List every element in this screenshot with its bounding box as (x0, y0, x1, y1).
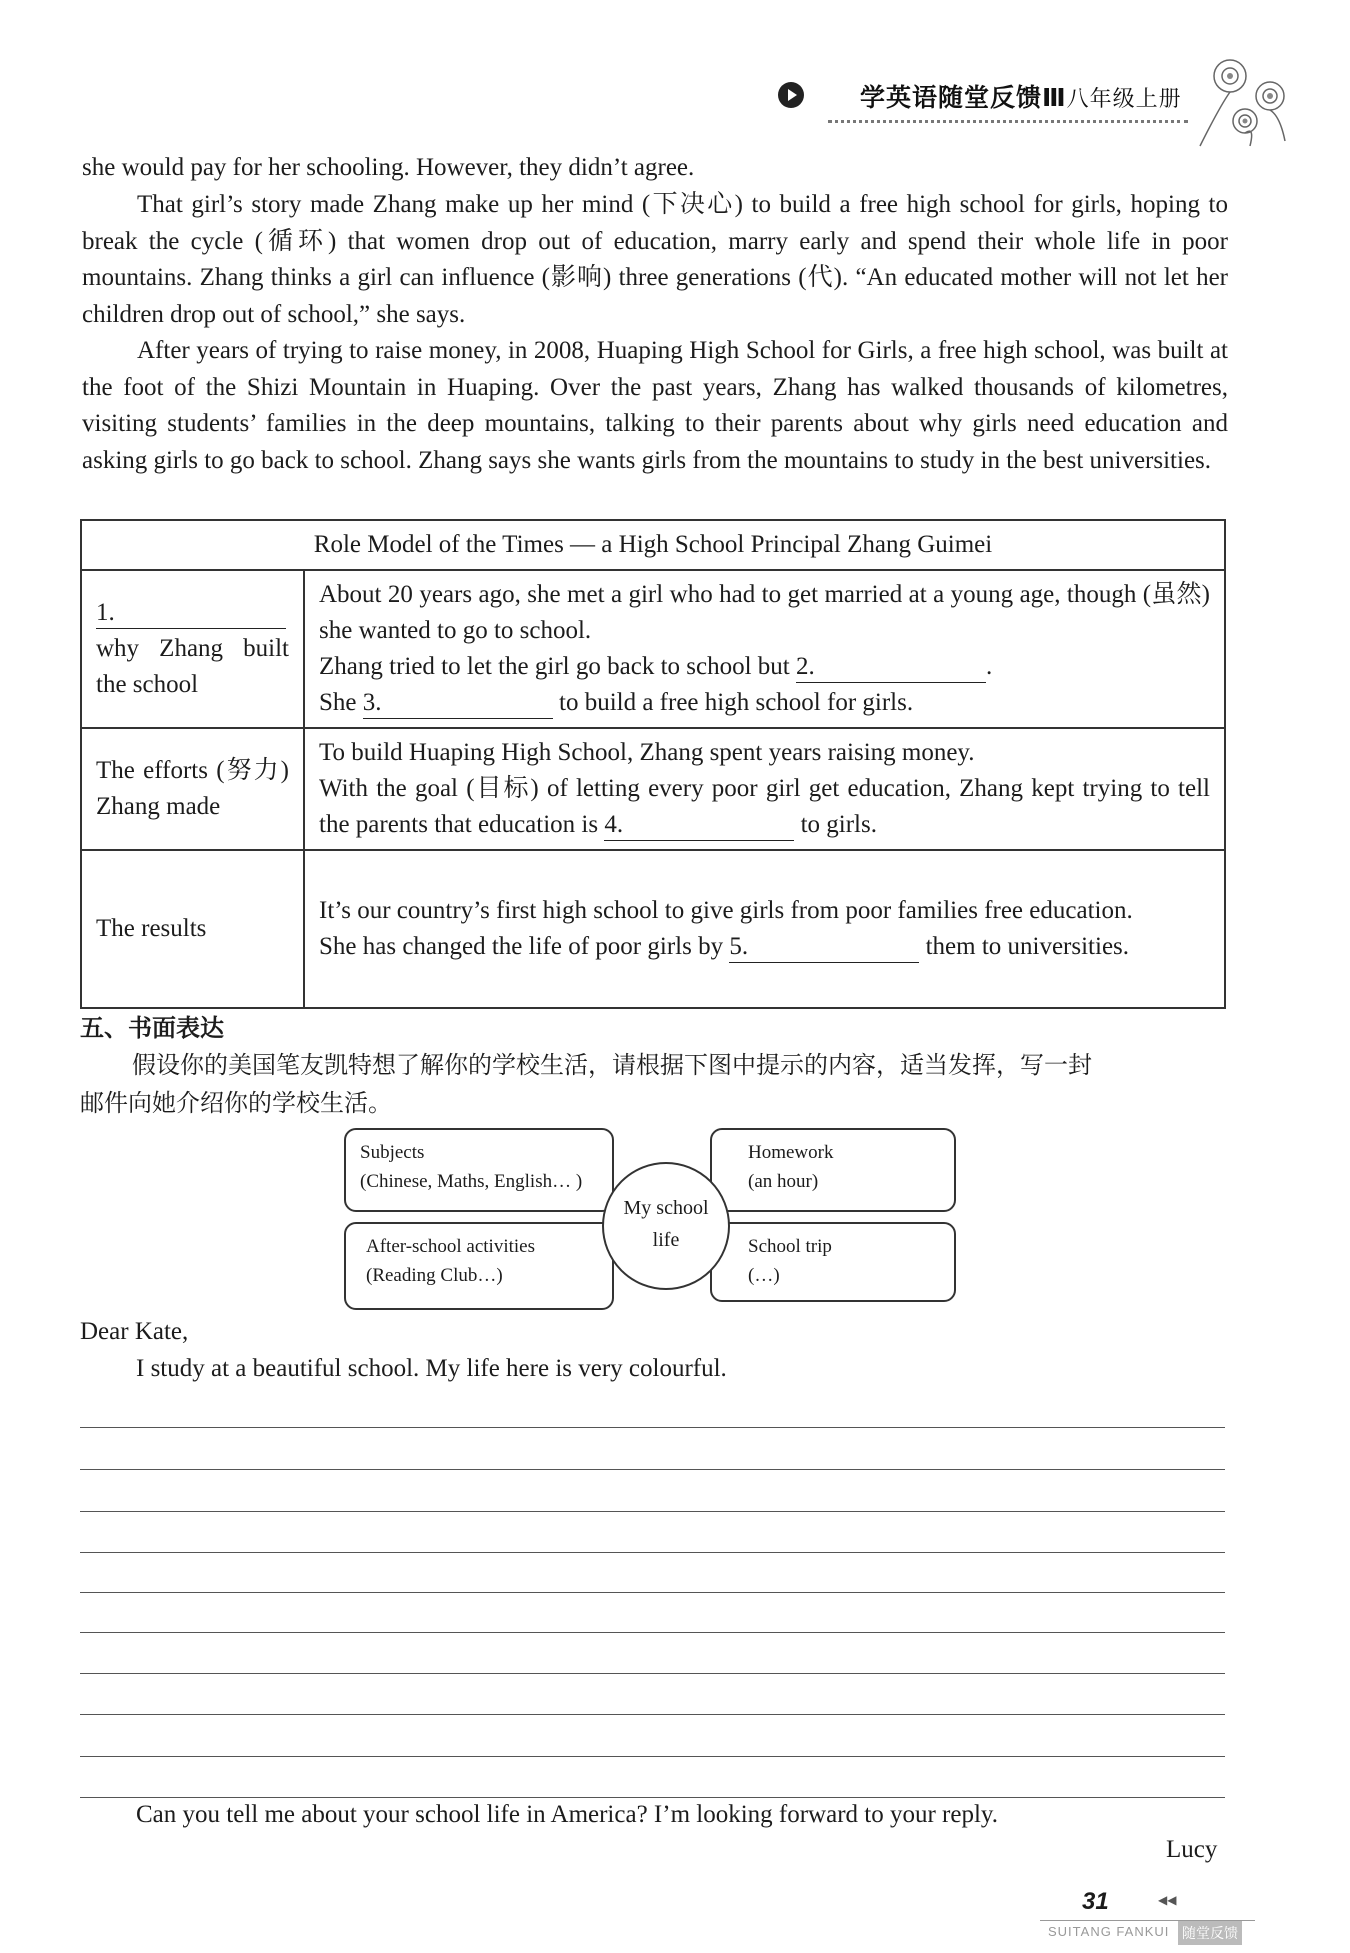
blank-3-number: 3. (362, 689, 382, 716)
school-trip-note: (…) (748, 1265, 780, 1286)
row1-right-cell (304, 570, 1225, 728)
row2-line2-end: to girls. (800, 811, 877, 838)
subjects-box (344, 1128, 614, 1212)
writing-line[interactable] (80, 1714, 1225, 1715)
writing-line[interactable] (80, 1756, 1225, 1757)
homework-note: (an hour) (748, 1171, 819, 1192)
writing-line[interactable] (80, 1511, 1225, 1512)
activities-box (344, 1222, 614, 1310)
header-dotted-line (828, 120, 1188, 123)
page-number: 31 (1082, 1888, 1109, 1915)
blank-5-number: 5. (729, 933, 749, 960)
blank-5[interactable] (729, 932, 919, 963)
school-life-mindmap (340, 1126, 960, 1312)
table-row (81, 850, 1225, 1008)
writing-line[interactable] (80, 1592, 1225, 1593)
section-title: 五、书面表达 (80, 1014, 224, 1042)
writing-line[interactable] (80, 1469, 1225, 1470)
row1-left-text: why Zhang built the school (96, 635, 289, 698)
book-title-text: 学英语随堂反馈Ⅲ (860, 83, 1067, 112)
center-circle (602, 1162, 730, 1290)
page-header (770, 78, 1210, 118)
book-title (860, 78, 1182, 114)
writing-line[interactable] (80, 1673, 1225, 1674)
passage-paragraph-3: After years of trying to raise money, in 2008, Huaping High School for Girls, a free high school, was built at the foot of the Shizi Mountain in Huaping. Over the past years, Zhang has walked thousands of kilometres, visiting students’ families in the deep mountains, talking to their parents about why girls need education and asking girls to go back to school. Zhang says she wants girls from the mountains to study in the best universities. (82, 337, 1228, 474)
row1-line1: About 20 years ago, she met a girl who had to get married at a young age, though (虽然) she wanted to go to school. (319, 581, 1210, 644)
grade-label: 八年级上册 (1066, 87, 1182, 112)
row3-line2: She has changed the life of poor girls by (319, 933, 724, 960)
blank-1[interactable] (96, 598, 286, 629)
row1-left-cell (81, 570, 304, 728)
row1-line3-end: to build a free high school for girls. (559, 689, 914, 716)
homework-box (710, 1128, 956, 1212)
row1-line2: Zhang tried to let the girl go back to school but (319, 653, 790, 680)
writing-line[interactable] (80, 1552, 1225, 1553)
blank-3[interactable] (363, 688, 553, 719)
activities-label: After-school activities (366, 1236, 535, 1257)
table-row (81, 570, 1225, 728)
row1-line2-period: . (985, 653, 993, 680)
center-label-line-1: My school (623, 1197, 709, 1219)
row2-line2: With the goal (目标) of letting every poor girl get education, Zhang kept trying to tell the parents that education is (319, 775, 1210, 838)
letter-signature: Lucy (1166, 1836, 1218, 1863)
footer-brand-english: SUITANG FANKUI (1048, 1924, 1170, 1939)
footer-brand (1040, 1920, 1255, 1945)
letter-opening: I study at a beautiful school. My life here is very colourful. (136, 1355, 727, 1382)
school-trip-label: School trip (748, 1236, 832, 1257)
letter-closing: Can you tell me about your school life in America? I’m looking forward to your reply. (136, 1801, 999, 1828)
writing-line[interactable] (80, 1427, 1225, 1428)
table-title: Role Model of the Times — a High School Principal Zhang Guimei (81, 520, 1225, 570)
blank-4-number: 4. (604, 811, 624, 838)
row1-line3-start: She (319, 689, 357, 716)
blank-2[interactable] (796, 652, 986, 683)
row3-left-cell: The results (81, 850, 304, 1008)
footer-brand-chinese: 随堂反馈 (1178, 1921, 1242, 1945)
school-trip-box (710, 1222, 956, 1302)
row3-right-cell (304, 850, 1225, 1008)
activities-note: (Reading Club…) (366, 1265, 503, 1286)
row2-line1: To build Huaping High School, Zhang spent years raising money. (319, 739, 975, 766)
row3-line1: It’s our country’s first high school to give girls from poor families free education. (319, 897, 1133, 924)
homework-label: Homework (748, 1142, 834, 1163)
writing-line[interactable] (80, 1797, 1225, 1798)
back-arrows-icon: ◀◀ (1158, 1893, 1177, 1907)
blank-4[interactable] (604, 810, 794, 841)
instruction-line-1: 假设你的美国笔友凯特想了解你的学校生活，请根据下图中提示的内容，适当发挥，写一封 (132, 1051, 1092, 1079)
subjects-note: (Chinese, Maths, English… ) (360, 1171, 583, 1192)
letter-greeting: Dear Kate, (80, 1318, 189, 1345)
subjects-label: Subjects (360, 1142, 425, 1163)
row3-line2-end: them to universities. (925, 933, 1130, 960)
center-label-line-2: life (652, 1229, 680, 1251)
passage-line-1: she would pay for her schooling. However, they didn’t agree. (82, 154, 695, 181)
table-row (81, 728, 1225, 850)
role-model-table (80, 519, 1226, 1009)
blank-2-number: 2. (795, 653, 815, 680)
row2-right-cell (304, 728, 1225, 850)
row2-left-cell: The efforts (努力) Zhang made (81, 728, 304, 850)
play-icon (778, 82, 804, 108)
writing-line[interactable] (80, 1632, 1225, 1633)
instruction-line-2: 邮件向她介绍你的学校生活。 (80, 1089, 392, 1117)
blank-1-number: 1. (96, 599, 115, 626)
passage-paragraph-2: That girl’s story made Zhang make up her mind (下决心) to build a free high school for girls, hoping to break the cycle (循环) that women drop out of education, marry early and spend their whole life in poor mountains. Zhang thinks a girl can influence (影响) three generations (代). “An educated mother will not let her children drop out of school,” she says. (82, 191, 1228, 328)
flower-decoration-icon (1190, 46, 1300, 156)
